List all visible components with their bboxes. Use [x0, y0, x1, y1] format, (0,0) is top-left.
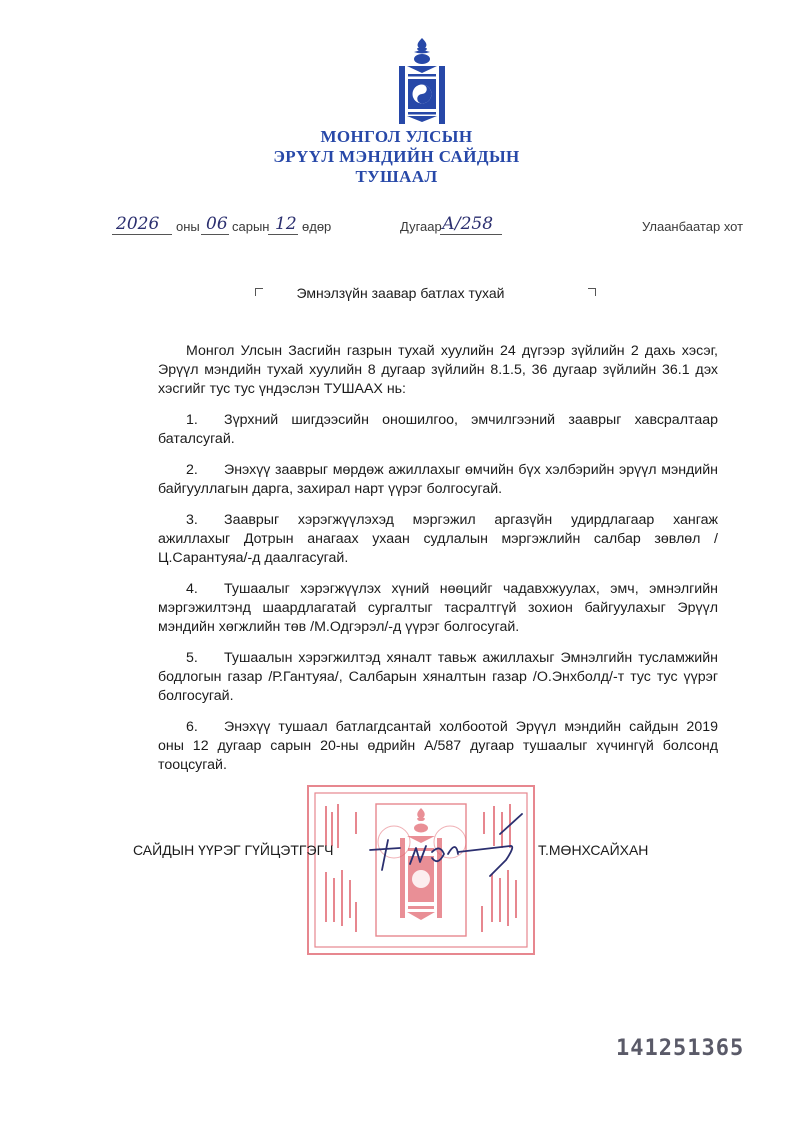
decree-body [158, 342, 718, 775]
soyombo-emblem-icon [396, 36, 448, 126]
item-number: 4. [186, 581, 198, 597]
city-label: Улаанбаатар хот [642, 219, 744, 234]
item-text: Тушаалын хэрэгжилтэд хяналт тавьж ажиллахыг Эмнэлгийн тусламжийн бодлогын газар /Р.Гантуяа/, Салбарын хяналтын газар /О.Энхболд/-т тус тус үүрэг болгосугай. [158, 650, 718, 704]
item-text: Энэхүү тушаал батлагдсантай холбоотой Эрүүл мэндийн сайдын 2019 оны 12 дугаар сарын 20-ны өдрийн А/587 дугаар тушаалыг хүчингүй болсонд тооцсугай. [158, 719, 718, 773]
decree-item [158, 511, 718, 568]
date-number-line [0, 210, 793, 240]
decree-item [158, 649, 718, 706]
signatory-name: Т.МӨНХСАЙХАН [538, 842, 649, 858]
decree-item [158, 461, 718, 499]
day-suffix: өдөр [302, 219, 332, 234]
item-number: 6. [186, 719, 198, 735]
decree-item [158, 580, 718, 637]
intro-paragraph: Монгол Улсын Засгийн газрын тухай хуулийн 24 дүгээр зүйлийн 2 дахь хэсэг, Эрүүл мэндийн тухай хуулийн 8 дугаар зүйлийн 8.1.5, 36 дугаар зүйлийн 36.1 дэх хэсгийг тус тус үндэслэн ТУШААХ нь: [158, 343, 718, 397]
item-text: Зааврыг хэрэгжүүлэхэд мэргэжил аргазүйн удирдлагаар хангаж ажиллахыг Дотрын анагаах ухаан судлалын мэргэжлийн салбар зөвлөл /Ц.Сарантуяа/-д даалгасугай. [158, 512, 718, 566]
item-text: Зүрхний шигдээсийн оношилгоо, эмчилгээний зааврыг хавсралтаар баталсугай. [158, 412, 718, 447]
date-year: 2026 [116, 214, 160, 234]
signatory-title: САЙДЫН ҮҮРЭГ ГҮЙЦЭТГЭГЧ [133, 842, 334, 858]
month-suffix: сарын [232, 219, 270, 234]
decree-item [158, 718, 718, 775]
item-number: 3. [186, 512, 198, 528]
item-number: 5. [186, 650, 198, 666]
year-suffix: оны [176, 219, 200, 234]
decree-header [0, 127, 793, 187]
decree-item [158, 411, 718, 449]
item-text: Энэхүү зааврыг мөрдөж ажиллахыг өмчийн бүх хэлбэрийн эрүүл мэндийн байгууллагын дарга, захирал нарт үүрэг болгосугай. [158, 462, 718, 497]
item-number: 1. [186, 412, 198, 428]
date-month: 06 [206, 214, 228, 234]
item-number: 2. [186, 462, 198, 478]
subject-title: Эмнэлзүйн заавар батлах тухай [296, 285, 505, 301]
date-day: 12 [275, 214, 297, 234]
header-doc-type: ТУШААЛ [355, 167, 438, 186]
document-serial-number: 141251365 [616, 1036, 745, 1061]
number-label: Дугаар [400, 219, 442, 234]
handwritten-signature [340, 810, 540, 880]
order-number: А/258 [442, 214, 494, 234]
header-ministry: ЭРҮҮЛ МЭНДИЙН САЙДЫН [273, 147, 520, 166]
item-text: Тушаалыг хэрэгжүүлэх хүний нөөцийг чадавхжуулах, эмч, эмнэлгийн мэргэжилтэнд шаардлагатай сургалтыг тасралтгүй зохион байгуулахыг Эрүүл мэндийн хөгжлийн төв /М.Одгэрэл/-д үүрэг болгосугай. [158, 581, 718, 635]
header-country: МОНГОЛ УЛСЫН [320, 127, 473, 146]
